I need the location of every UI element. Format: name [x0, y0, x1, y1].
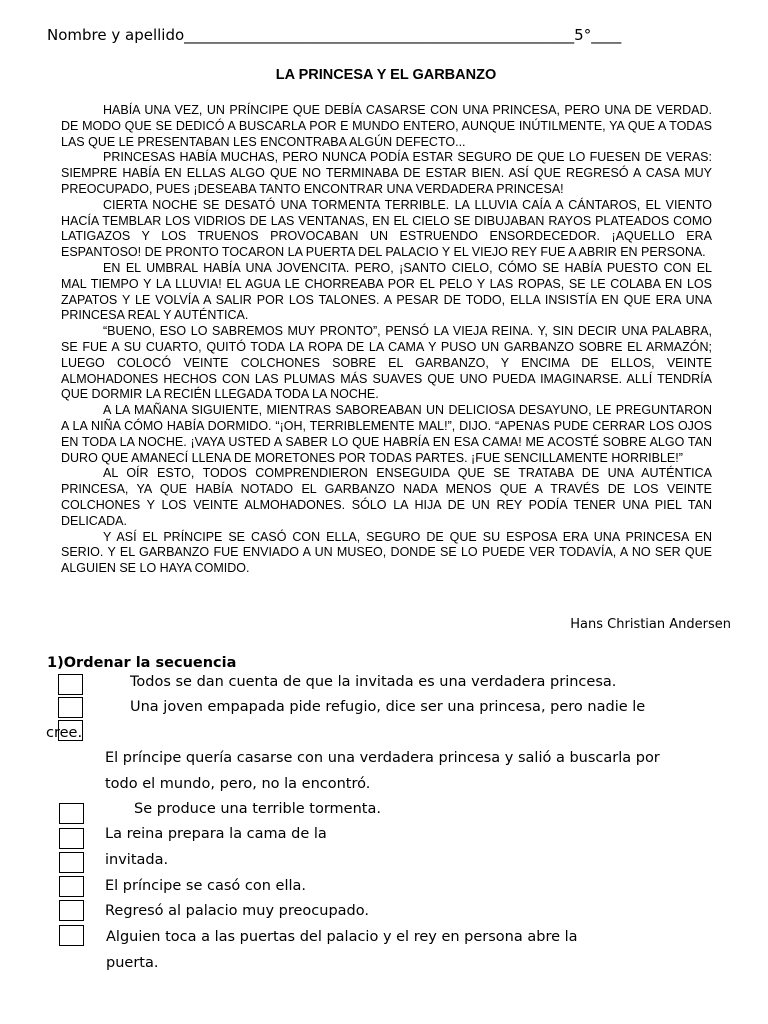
sequence-item: La reina prepara la cama de la [105, 826, 327, 842]
answer-box[interactable] [59, 925, 84, 946]
story-text [61, 103, 712, 577]
sequence-item: El príncipe quería casarse con una verdadera princesa y salió a buscarla por [105, 750, 660, 766]
answer-box[interactable] [58, 674, 83, 695]
answer-box[interactable] [59, 828, 84, 849]
answer-box[interactable] [59, 900, 84, 921]
sequence-item: El príncipe se casó con ella. [105, 878, 307, 894]
sequence-item: puerta. [106, 955, 159, 971]
sequence-item: Todos se dan cuenta de que la invitada es una verdadera princesa. [130, 674, 617, 690]
sequence-item: Se produce una terrible tormenta. [134, 801, 381, 817]
sequence-item: todo el mundo, pero, no la encontró. [105, 776, 371, 792]
story-paragraph: A LA MAÑANA SIGUIENTE, MIENTRAS SABOREABAN UN DELICIOSA DESAYUNO, LE PREGUNTARON A LA NIÑA CÓMO HABÍA DORMIDO. “¡OH, TERRIBLEMENTE MAL!”, DIJO. “APENAS PUDE CERRAR LOS OJOS EN TODA LA NOCHE. ¡VAYA USTED A SABER LO QUE HABRÍA EN ESA CAMA! ME ACOSTÉ SOBRE ALGO TAN DURO QUE AMANECÍ LLENA DE MORETONES POR TODAS PARTES. ¡FUE SENCILLAMENTE HORRIBLE!” [61, 403, 712, 465]
answer-box[interactable] [59, 803, 84, 824]
story-paragraph: Y ASÍ EL PRÍNCIPE SE CASÓ CON ELLA, SEGURO DE QUE SU ESPOSA ERA UNA PRINCESA EN SERIO. Y EL GARBANZO FUE ENVIADO A UN MUSEO, DONDE SE LO PUEDE VER TODAVÍA, A NO SER QUE ALGUIEN SE LO HAYA COMIDO. [61, 529, 712, 576]
answer-box[interactable] [59, 876, 84, 897]
story-paragraph: HABÍA UNA VEZ, UN PRÍNCIPE QUE DEBÍA CASARSE CON UNA PRINCESA, PERO UNA DE VERDAD. DE MODO QUE SE DEDICÓ A BUSCARLA POR E MUNDO ENTERO, AUNQUE INÚTILMENTE, YA QUE A TODAS LAS QUE LE PRESENTABAN LES ENCONTRABA ALGÚN DEFECTO... [61, 103, 712, 149]
sequence-item: Alguien toca a las puertas del palacio y el rey en persona abre la [106, 929, 578, 945]
sequence-item: Una joven empapada pide refugio, dice ser una princesa, pero nadie le [130, 699, 646, 715]
story-paragraph: “BUENO, ESO LO SABREMOS MUY PRONTO”, PENSÓ LA VIEJA REINA. Y, SIN DECIR UNA PALABRA, SE FUE A SU CUARTO, QUITÓ TODA LA ROPA DE LA CAMA Y PUSO UN GARBANZO SOBRE EL ARMAZÓN; LUEGO COLOCÓ VEINTE COLCHONES SOBRE EL GARBANZO, Y ENCIMA DE ELLOS, VEINTE ALMOHADONES HECHOS CON LAS PLUMAS MÁS SUAVES QUE UNO PUEDA IMAGINARSE. ALLÍ TENDRÍA QUE DORMIR LA RECIÉN LLEGADA TODA LA NOCHE. [61, 324, 712, 402]
sequence-item: Regresó al palacio muy preocupado. [105, 903, 369, 919]
sequence-item: invitada. [105, 852, 169, 868]
name-and-grade-line: Nombre y apellido____________________________________________________5°____ [47, 26, 622, 44]
story-title: LA PRINCESA Y EL GARBANZO [275, 67, 497, 83]
story-paragraph: PRINCESAS HABÍA MUCHAS, PERO NUNCA PODÍA ESTAR SEGURO DE QUE LO FUESEN DE VERAS: SIEMPRE HABÍA EN ELLAS ALGO QUE NO TERMINABA DE ESTAR BIEN. ASÍ QUE REGRESÓ A CASA MUY PREOCUPADO, PUES ¡DESEABA TANTO ENCONTRAR UNA VERDADERA PRINCESA! [61, 150, 712, 196]
answer-box[interactable] [58, 697, 83, 718]
story-paragraph: EN EL UMBRAL HABÍA UNA JOVENCITA. PERO, ¡SANTO CIELO, CÓMO SE HABÍA PUESTO CON EL MAL TIEMPO Y LA LLUVIA! EL AGUA LE CHORREABA POR EL PELO Y LAS ROPAS, SE LE COLABA EN LOS ZAPATOS Y LE VOLVÍA A SALIR POR LOS TALONES. A PESAR DE TODO, ELLA INSISTÍA EN QUE ERA UNA PRINCESA REAL Y AUTÉNTICA. [61, 260, 712, 323]
story-author: Hans Christian Andersen [570, 617, 731, 632]
answer-box[interactable] [59, 852, 84, 873]
exercise-title: 1)Ordenar la secuencia [47, 655, 237, 671]
sequence-item: cree. [46, 725, 83, 741]
story-paragraph: AL OÍR ESTO, TODOS COMPRENDIERON ENSEGUIDA QUE SE TRATABA DE UNA AUTÉNTICA PRINCESA, YA QUE HABÍA NOTADO EL GARBANZO NADA MENOS QUE A TRAVÉS DE LOS VEINTE COLCHONES Y LOS VEINTE ALMOHADONES. SÓLO LA HIJA DE UN REY PODÍA TENER UNA PIEL TAN DELICADA. [61, 466, 712, 528]
story-paragraph: CIERTA NOCHE SE DESATÓ UNA TORMENTA TERRIBLE. LA LLUVIA CAÍA A CÁNTAROS, EL VIENTO HACÍA TEMBLAR LOS VIDRIOS DE LAS VENTANAS, EN EL CIELO SE DIBUJABAN RAYOS PLATEADOS COMO LATIGAZOS Y LOS TRUENOS PROVOCABAN UN ESTRUENDO ENSORDECEDOR. ¡AQUELLO ERA ESPANTOSO! DE PRONTO TOCARON LA PUERTA DEL PALACIO Y EL VIEJO REY FUE A ABRIR EN PERSONA. [61, 197, 712, 260]
